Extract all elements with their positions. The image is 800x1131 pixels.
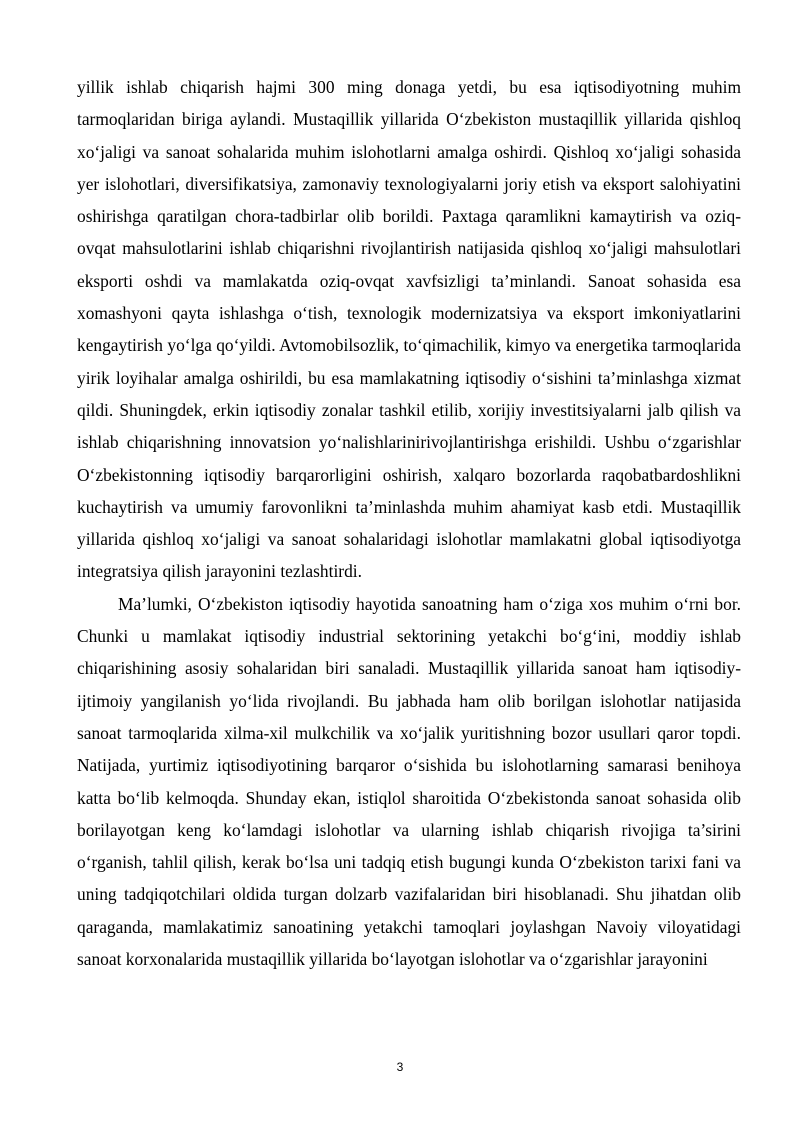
paragraph-continued: yillik ishlab chiqarish hajmi 300 ming donaga yetdi, bu esa iqtisodiyotning muhim tarmoqlaridan biriga aylandi. Mustaqillik yillarida O‘zbekiston mustaqillik yillarida qishloq xo‘jaligi va sanoat sohalarida muhim islohotlarni amalga oshirdi. Qishloq xo‘jaligi sohasida yer islohotlari, diversifikatsiya, zamonaviy texnologiyalarni joriy etish va eksport salohiyatini oshirishga qaratilgan chora-tadbirlar olib borildi. Paxtaga qaramlikni kamaytirish va oziq-ovqat mahsulotlarini ishlab chiqarishni rivojlantirish natijasida qishloq xo‘jaligi mahsulotlari eksporti oshdi va mamlakatda oziq-ovqat xavfsizligi ta’minlandi. Sanoat sohasida esa xomashyoni qayta ishlashga o‘tish, texnologik modernizatsiya va eksport imkoniyatlarini kengaytirish yo‘lga qo‘yildi. Avtomobilsozlik, to‘qimachilik, kimyo va energetika tarmoqlarida yirik loyihalar amalga oshirildi, bu esa mamlakatning iqtisodiy o‘sishini ta’minlashga xizmat qildi. Shuningdek, erkin iqtisodiy zonalar tashkil etilib, xorijiy investitsiyalarni jalb qilish va ishlab chiqarishning innovatsion yo‘nalishlarinirivojlantirishga erishildi. Ushbu o‘zgarishlar O‘zbekistonning iqtisodiy barqarorligini oshirish, xalqaro bozorlarda raqobatbardoshlikni kuchaytirish va umumiy farovonlikni ta’minlashda muhim ahamiyat kasb etdi. Mustaqillik yillarida qishloq xo‘jaligi va sanoat sohalaridagi islohotlar mamlakatni global iqtisodiyotga integratsiya qilish jarayonini tezlashtirdi. [77,77,741,582]
body-text [77,71,741,975]
page-number: 3 [396,1060,404,1074]
paragraph-industry: Ma’lumki, O‘zbekiston iqtisodiy hayotida sanoatning ham o‘ziga xos muhim o‘rni bor. Chunki u mamlakat iqtisodiy industrial sektorining yetakchi bo‘g‘ini, moddiy ishlab chiqarishining asosiy sohalaridan biri sanaladi. Mustaqillik yillarida sanoat ham iqtisodiy-ijtimoiy yangilanish yo‘lida rivojlandi. Bu jabhada ham olib borilgan islohotlar natijasida sanoat tarmoqlarida xilma-xil mulkchilik va xo‘jalik yuritishning bozor usullari qaror topdi. Natijada, yurtimiz iqtisodiyotining barqaror o‘sishida bu islohotlarning samarasi benihoya katta bo‘lib kelmoqda. Shunday ekan, istiqlol sharoitida O‘zbekistonda sanoat sohasida olib borilayotgan keng ko‘lamdagi islohotlar va ularning ishlab chiqarish rivojiga ta’sirini o‘rganish, tahlil qilish, kerak bo‘lsa uni tadqiq etish bugungi kunda O‘zbekiston tarixi fani va uning tadqiqotchilari oldida turgan dolzarb vazifalaridan biri hisoblanadi. Shu jihatdan olib qaraganda, mamlakatimiz sanoatining yetakchi tamoqlari joylashgan Navoiy viloyatidagi sanoat korxonalarida mustaqillik yillarida bo‘layotgan islohotlar va o‘zgarishlar jarayonini [77,593,741,970]
